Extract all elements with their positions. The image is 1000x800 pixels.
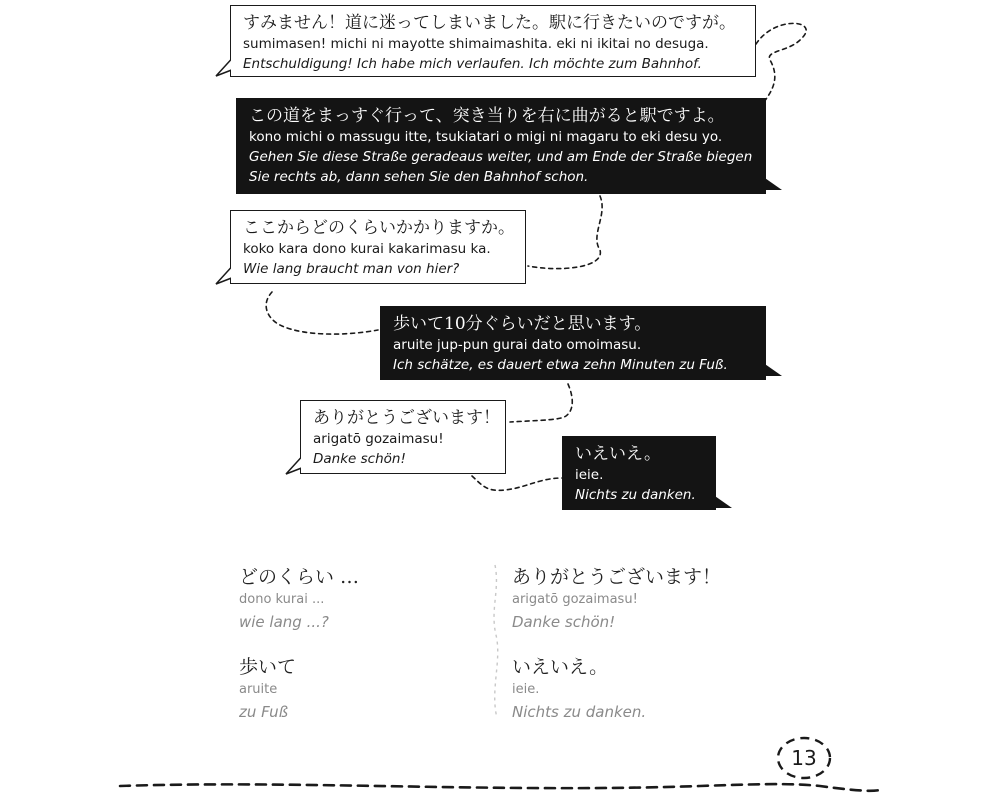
page-number: 13 (791, 746, 817, 770)
bubble-german: Ich schätze, es dauert etwa zehn Minuten zu Fuß. (393, 357, 728, 373)
bubble-german: Danke schön! (313, 451, 406, 467)
vocab-romaji: aruite (239, 682, 278, 697)
speech-bubble-3 (230, 210, 526, 284)
bubble-japanese: 歩いて10分ぐらいだと思います。 (393, 314, 652, 334)
vocab-entry (239, 565, 359, 633)
bubble-german: Entschuldigung! Ich habe mich verlaufen. Ich möchte zum Bahnhof. (243, 56, 702, 72)
bubble-japanese: ありがとうございます！ (313, 408, 500, 428)
vocab-japanese: どのくらい … (239, 566, 360, 588)
speech-bubble-1 (230, 5, 756, 77)
vocab-divider (494, 565, 498, 718)
bubble-tail-icon (282, 456, 304, 478)
vocab-japanese: ありがとうございます！ (512, 566, 722, 588)
vocab-romaji: arigatō gozaimasu! (512, 592, 638, 607)
bubble-japanese: この道をまっすぐ行って、突き当りを右に曲がると駅ですよ。 (249, 106, 725, 126)
bubble-german: Wie lang braucht man von hier? (243, 261, 460, 277)
vocab-entry (512, 655, 646, 723)
vocab-german: zu Fuß (239, 703, 289, 721)
vocab-german: wie lang ...? (239, 613, 329, 631)
bubble-tail-icon (712, 494, 734, 516)
vocab-entry (512, 565, 721, 633)
speech-bubble-6 (562, 436, 716, 510)
vocab-romaji: dono kurai ... (239, 592, 325, 607)
bubble-japanese: いえいえ。 (575, 444, 662, 464)
bubble-romaji: ieie. (575, 467, 604, 483)
bubble-romaji: aruite jup-pun gurai dato omoimasu. (393, 337, 642, 353)
speech-bubble-2 (236, 98, 766, 194)
connector-line (528, 196, 602, 269)
bubble-romaji: arigatō gozaimasu! (313, 431, 444, 447)
vocab-japanese: いえいえ。 (512, 656, 609, 678)
bubble-romaji: kono michi o massugu itte, tsukiatari o migi ni magaru to eki desu yo. (249, 129, 723, 145)
connector-line (510, 384, 572, 422)
bottom-dashed-line (120, 784, 880, 791)
connector-line (472, 476, 562, 490)
vocab-japanese: 歩いて (239, 656, 297, 678)
bubble-tail-icon (762, 362, 784, 384)
bubble-german: Nichts zu danken. (575, 487, 696, 503)
bubble-german: Gehen Sie diese Straße geradeaus weiter, und am Ende der Straße biegen Sie rechts ab, dann sehen Sie den Bahnhof schon. (249, 149, 753, 185)
bubble-romaji: sumimasen! michi ni mayotte shimaimashita. eki ni ikitai no desuga. (243, 36, 709, 52)
vocab-entry (239, 655, 296, 723)
vocab-romaji: ieie. (512, 682, 540, 697)
bubble-japanese: ここからどのくらいかかりますか。 (243, 218, 515, 238)
bubble-tail-icon (212, 266, 234, 288)
speech-bubble-5 (300, 400, 506, 474)
bubble-tail-icon (762, 176, 784, 198)
bubble-tail-icon (212, 58, 234, 80)
bubble-japanese: すみません！道に迷ってしまいました。駅に行きたいのですが。 (243, 13, 736, 33)
vocab-german: Danke schön! (512, 613, 616, 631)
connector-line (266, 292, 378, 334)
vocab-german: Nichts zu danken. (512, 703, 647, 721)
bubble-romaji: koko kara dono kurai kakarimasu ka. (243, 241, 491, 257)
speech-bubble-4 (380, 306, 766, 380)
